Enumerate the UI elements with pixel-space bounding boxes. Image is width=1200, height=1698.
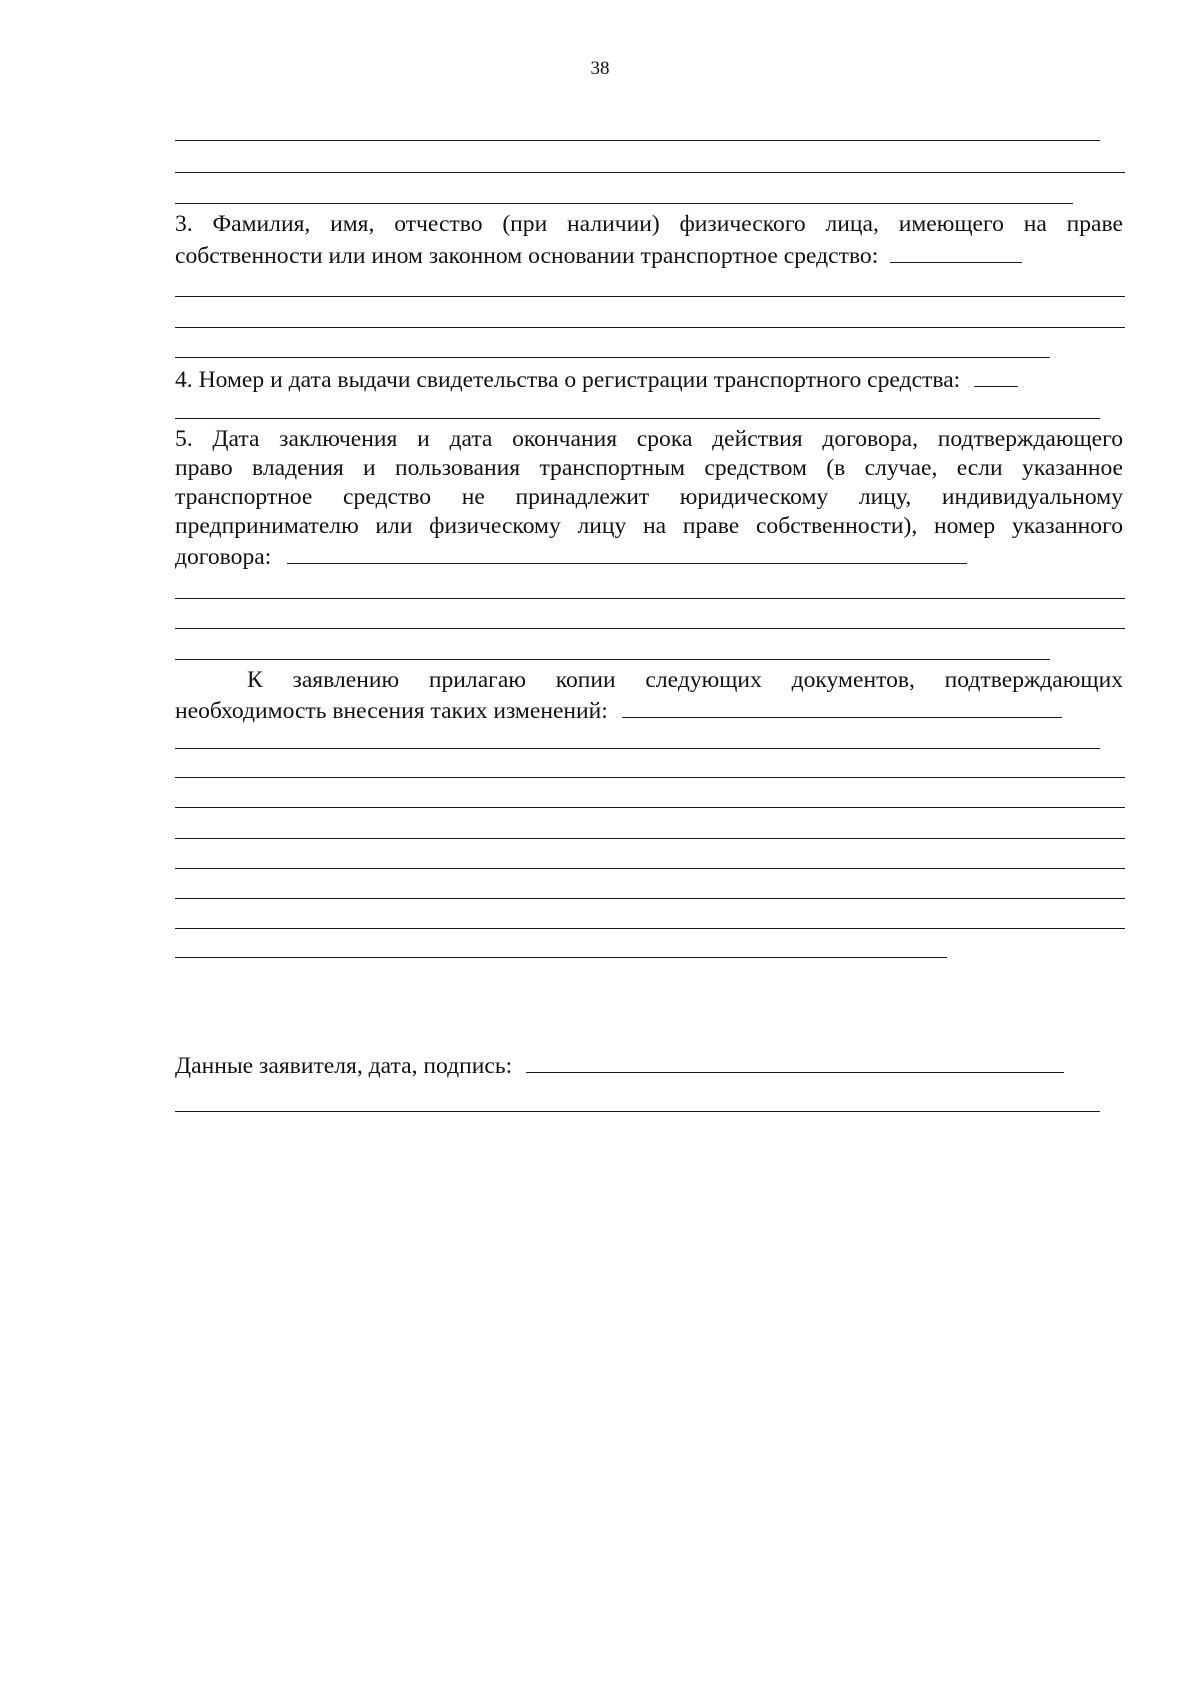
section-3-line-1: 3. Фамилия, имя, отчество (при наличии) физического лица, имеющего на праве [175,211,1123,237]
fill-line[interactable] [175,598,1125,599]
fill-line[interactable] [175,838,1125,839]
section-5-line-2: право владения и пользования транспортным средством (в случае, если указанное [175,455,1123,481]
contract-number-blank[interactable] [287,541,967,564]
fill-line[interactable] [175,327,1125,328]
fill-line[interactable] [175,868,1125,869]
signature-line [175,1050,1064,1081]
fill-line[interactable] [175,777,1125,778]
attachments-label-2: необходимость внесения таких изменений: [175,698,608,724]
section-4-line [175,364,1018,395]
registration-certificate-blank[interactable] [974,364,1018,387]
fill-line[interactable] [175,418,1100,419]
fill-line[interactable] [175,1111,1100,1112]
fill-line[interactable] [175,898,1125,899]
fill-line[interactable] [175,748,1100,749]
attachments-line-1 [175,666,1123,695]
page-number: 38 [590,58,610,79]
fill-line[interactable] [175,172,1125,173]
fill-line[interactable] [175,807,1125,808]
section-5-line-3: транспортное средство не принадлежит юридическому лицу, индивидуальному [175,484,1123,510]
fill-line[interactable] [175,957,947,958]
section-4-label: 4. Номер и дата выдачи свидетельства о регистрации транспортного средства: [175,367,961,393]
section-5-line-4: предпринимателю или физическому лицу на праве собственности), номер указанного [175,513,1123,539]
owner-name-blank[interactable] [890,240,1022,263]
signature-blank[interactable] [526,1050,1064,1073]
fill-line[interactable] [175,628,1125,629]
fill-line[interactable] [175,357,1050,358]
fill-line[interactable] [175,203,1073,204]
fill-line[interactable] [175,659,1050,660]
fill-line[interactable] [175,140,1100,141]
fill-line[interactable] [175,928,1125,929]
signature-label: Данные заявителя, дата, подпись: [175,1053,513,1079]
section-5-line-1: 5. Дата заключения и дата окончания срока действия договора, подтверждающего [175,426,1123,452]
section-5-line-5 [175,541,967,572]
fill-line[interactable] [175,296,1125,297]
attachments-label: К заявлению прилагаю копии следующих документов, подтверждающих [247,667,1123,693]
attachments-line-2 [175,695,1062,726]
section-3-label: собственности или ином законном основании транспортное средство: [175,243,879,269]
section-5-label: договора: [175,544,272,570]
attachments-blank[interactable] [622,695,1062,718]
section-3-line-2 [175,240,1022,271]
